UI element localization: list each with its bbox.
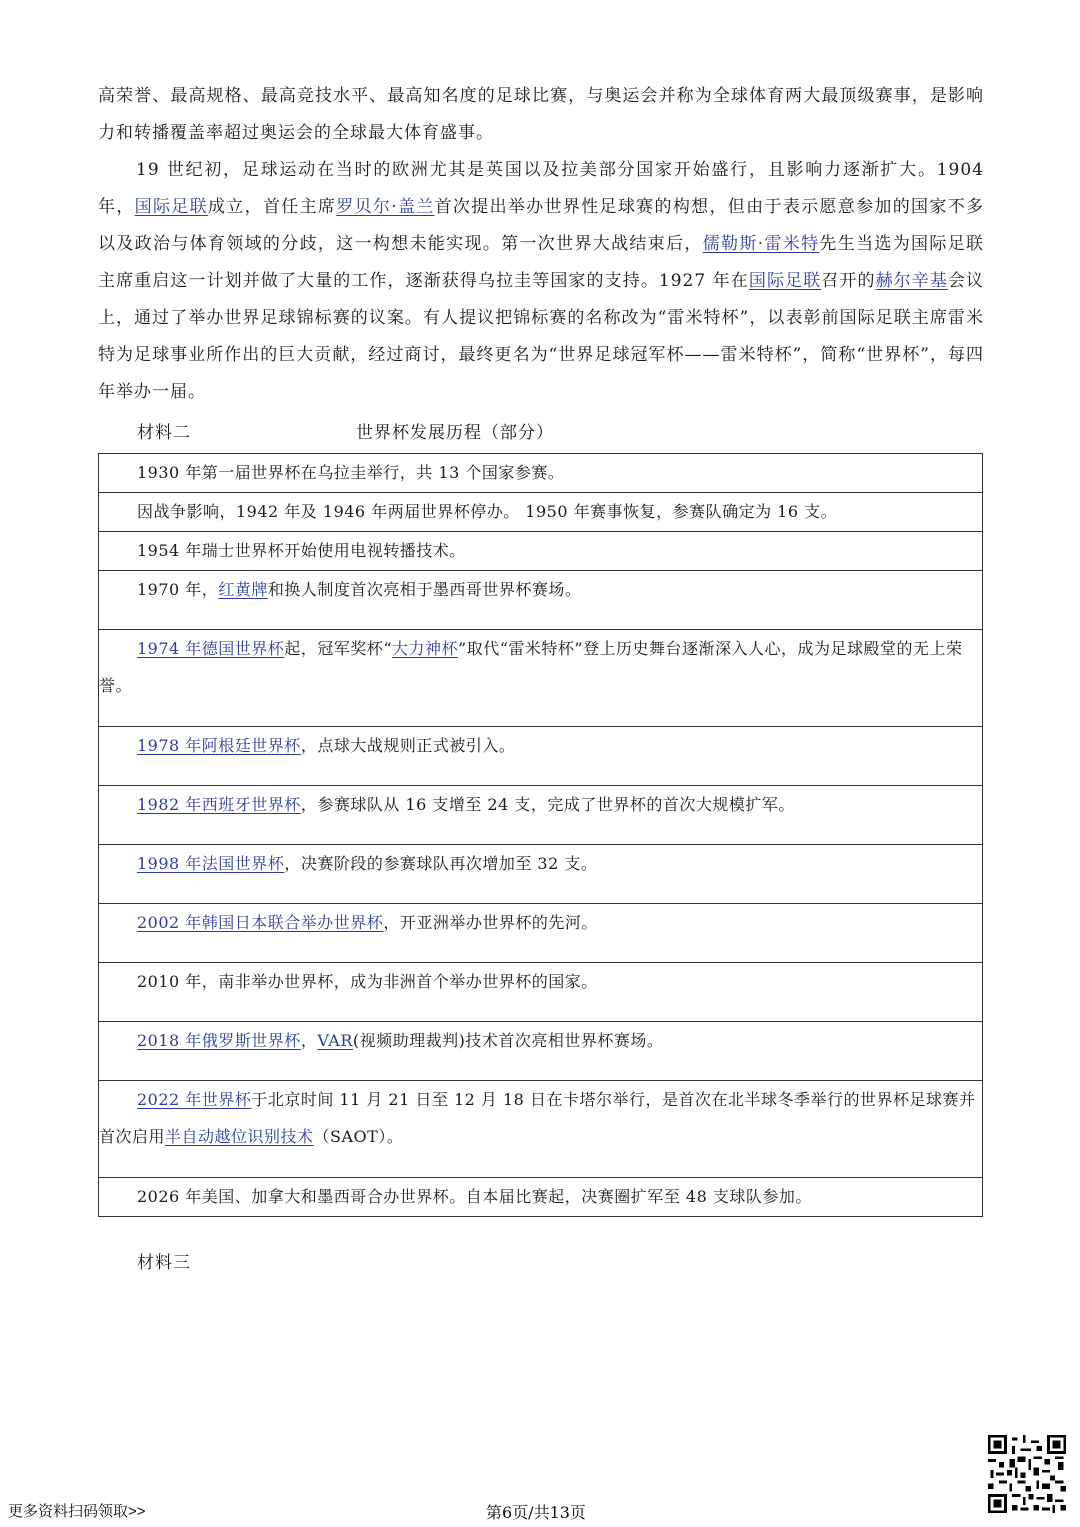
timeline-row xyxy=(99,1178,983,1217)
text-segment: 2010 年，南非举办世界杯，成为非洲首个举办世界杯的国家。 xyxy=(137,972,598,991)
paragraph-history xyxy=(98,152,984,411)
text-segment: 于北京时间 11 月 21 日至 12 月 18 日在卡塔尔举行，是首次在北半球冬季举行的世界杯足球赛并首次启用 xyxy=(99,1090,976,1146)
timeline-cell xyxy=(99,727,983,786)
qr-code-icon[interactable] xyxy=(988,1435,1066,1513)
timeline-cell xyxy=(99,1178,983,1217)
hyperlink[interactable]: VAR xyxy=(317,1031,353,1050)
timeline-cell xyxy=(99,1022,983,1081)
timeline-cell xyxy=(99,571,983,630)
timeline-cell xyxy=(99,845,983,904)
text-segment: 先生当选为国际足联主席重启这一计划并做了大量的工作，逐渐获得乌拉圭等国家的支持。1927 年在 xyxy=(98,234,985,291)
timeline-row xyxy=(99,454,983,493)
text-segment: ，决赛阶段的参赛球队再次增加至 32 支。 xyxy=(284,854,598,873)
paragraph-intro-continued xyxy=(98,78,984,152)
material2-title: 世界杯发展历程（部分） xyxy=(356,423,554,443)
text-segment: (视频助理裁判)技术首次亮相世界杯赛场。 xyxy=(352,1031,664,1050)
hyperlink[interactable]: 2002 年韩国日本联合举办世界杯 xyxy=(137,913,384,932)
timeline-row xyxy=(99,1081,983,1178)
text-segment: 因战争影响，1942 年及 1946 年两届世界杯停办。 1950 年赛事恢复，参赛队确定为 16 支。 xyxy=(137,502,838,521)
material2-label: 材料二 xyxy=(137,423,191,443)
timeline-cell xyxy=(99,786,983,845)
text-segment: 1930 年第一届世界杯在乌拉圭举行，共 13 个国家参赛。 xyxy=(137,463,565,482)
text-segment: ，点球大战规则正式被引入。 xyxy=(300,736,516,755)
hyperlink[interactable]: 国际足联 xyxy=(134,197,208,217)
text-segment: 召开的 xyxy=(821,271,876,291)
timeline-row xyxy=(99,786,983,845)
text-segment: 1954 年瑞士世界杯开始使用电视转播技术。 xyxy=(137,541,466,560)
timeline-row xyxy=(99,493,983,532)
hyperlink[interactable]: 2022 年世界杯 xyxy=(137,1090,252,1109)
timeline-cell-text xyxy=(99,630,976,704)
text-segment: ，开亚洲举办世界杯的先河。 xyxy=(383,913,598,932)
text-segment: 起，冠军奖杯“ xyxy=(284,639,392,658)
timeline-cell xyxy=(99,630,983,727)
timeline-cell xyxy=(99,963,983,1022)
text-segment: ”取代“雷米特杯”登上历史舞台逐渐深入人心，成为足球殿堂的无上荣誉。 xyxy=(99,639,963,695)
text-segment: 2026 年美国、加拿大和墨西哥合办世界杯。自本届比赛起，决赛圈扩军至 48 支球队参加。 xyxy=(137,1187,812,1206)
hyperlink[interactable]: 1982 年西班牙世界杯 xyxy=(137,795,301,814)
text-segment: ， xyxy=(300,1031,318,1050)
hyperlink[interactable]: 1974 年德国世界杯 xyxy=(137,639,285,658)
timeline-cell-text xyxy=(99,1081,976,1155)
timeline-cell xyxy=(99,1081,983,1178)
timeline-row xyxy=(99,845,983,904)
timeline-table xyxy=(98,453,983,1217)
text-segment: 19 世纪初，足球运动在当时的欧洲尤其是英国以及拉美部分国家开始盛行，且影响力逐渐扩大。1904 年， xyxy=(98,160,984,217)
footer-promo-text[interactable]: 更多资料扫码领取>> xyxy=(8,1503,146,1520)
text-segment: ，参赛球队从 16 支增至 24 支，完成了世界杯的首次大规模扩军。 xyxy=(300,795,795,814)
page-number: 第6页/共13页 xyxy=(486,1503,586,1522)
hyperlink[interactable]: 儒勒斯·雷米特 xyxy=(702,234,820,254)
timeline-row xyxy=(99,630,983,727)
timeline-row xyxy=(99,571,983,630)
text-segment: 会议上，通过了举办世界足球锦标赛的议案。有人提议把锦标赛的名称改为“雷米特杯”，以表彰前国际足联主席雷米特为足球事业所作出的巨大贡献，经过商讨，最终更名为“世界足球冠军杯——雷米特杯”，简称“世界杯”，每四年举办一届。 xyxy=(98,271,985,402)
hyperlink[interactable]: 国际足联 xyxy=(748,271,822,291)
timeline-cell xyxy=(99,493,983,532)
text-segment: 成立，首任主席 xyxy=(207,197,337,217)
material3-label: 材料三 xyxy=(137,1253,191,1273)
text-segment: 高荣誉、最高规格、最高竞技水平、最高知名度的足球比赛，与奥运会并称为全球体育两大最顶级赛事，是影响力和转播覆盖率超过奥运会的全球最大体育盛事。 xyxy=(98,86,984,143)
timeline-cell xyxy=(99,532,983,571)
timeline-cell xyxy=(99,454,983,493)
text-segment: 1970 年， xyxy=(137,580,219,599)
text-segment: 和换人制度首次亮相于墨西哥世界杯赛场。 xyxy=(267,580,582,599)
text-segment: （SAOT）。 xyxy=(313,1127,404,1146)
text-segment: 首次提出举办世界性足球赛的构想，但由于表示愿意参加的国家不多以及政治与体育领域的分歧，这一构想未能实现。第一次世界大战结束后， xyxy=(98,197,985,254)
hyperlink[interactable]: 罗贝尔·盖兰 xyxy=(336,197,435,217)
hyperlink[interactable]: 大力神杯 xyxy=(392,639,459,658)
timeline-cell xyxy=(99,904,983,963)
hyperlink[interactable]: 2018 年俄罗斯世界杯 xyxy=(137,1031,301,1050)
hyperlink[interactable]: 1978 年阿根廷世界杯 xyxy=(137,736,301,755)
timeline-row xyxy=(99,727,983,786)
timeline-row xyxy=(99,532,983,571)
hyperlink[interactable]: 赫尔辛基 xyxy=(875,271,948,291)
timeline-row xyxy=(99,963,983,1022)
hyperlink[interactable]: 红黄牌 xyxy=(218,580,268,599)
timeline-row xyxy=(99,904,983,963)
timeline-row xyxy=(99,1022,983,1081)
hyperlink[interactable]: 1998 年法国世界杯 xyxy=(137,854,285,873)
hyperlink[interactable]: 半自动越位识别技术 xyxy=(165,1127,314,1146)
